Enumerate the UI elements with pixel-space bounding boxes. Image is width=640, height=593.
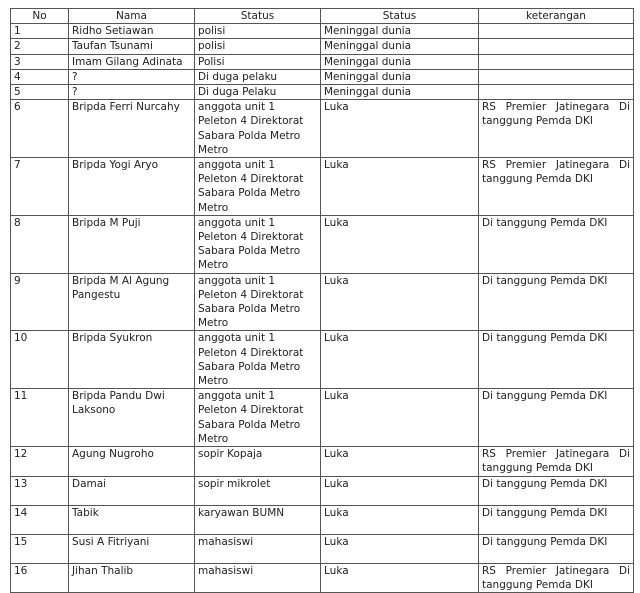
cell-kondisi: Meninggal dunia — [321, 85, 479, 100]
cell-kondisi: Luka — [321, 215, 479, 273]
cell-nama: Ridho Setiawan — [69, 24, 195, 39]
cell-keterangan: Di tanggung Pemda DKI — [479, 215, 634, 273]
cell-no: 14 — [11, 505, 69, 534]
cell-keterangan — [479, 24, 634, 39]
table-row — [11, 215, 634, 273]
header-status-jabatan: Status — [195, 9, 321, 24]
cell-kondisi: Meninggal dunia — [321, 69, 479, 84]
cell-kondisi: Luka — [321, 273, 479, 331]
table-row — [11, 447, 634, 476]
cell-no: 16 — [11, 563, 69, 592]
cell-keterangan: RS Premier Jatinegara Di tanggung Pemda DKI — [479, 563, 634, 592]
cell-kondisi: Meninggal dunia — [321, 54, 479, 69]
header-keterangan: keterangan — [479, 9, 634, 24]
cell-no: 5 — [11, 85, 69, 100]
cell-status: Polisi — [195, 54, 321, 69]
cell-status: Di duga pelaku — [195, 69, 321, 84]
cell-no: 8 — [11, 215, 69, 273]
cell-nama: Agung Nugroho — [69, 447, 195, 476]
cell-nama: Taufan Tsunami — [69, 39, 195, 54]
cell-keterangan — [479, 39, 634, 54]
cell-keterangan: Di tanggung Pemda DKI — [479, 505, 634, 534]
cell-kondisi: Luka — [321, 476, 479, 505]
header-nama: Nama — [69, 9, 195, 24]
header-status-kondisi: Status — [321, 9, 479, 24]
table-row — [11, 54, 634, 69]
table-row — [11, 100, 634, 158]
cell-nama: Bripda Pandu Dwi Laksono — [69, 389, 195, 447]
cell-nama: Bripda Ferri Nurcahy — [69, 100, 195, 158]
cell-status: sopir mikrolet — [195, 476, 321, 505]
table-row — [11, 39, 634, 54]
cell-nama: Bripda Yogi Aryo — [69, 158, 195, 216]
cell-nama: Susi A Fitriyani — [69, 534, 195, 563]
cell-no: 15 — [11, 534, 69, 563]
cell-status: mahasiswi — [195, 563, 321, 592]
cell-status: Di duga Pelaku — [195, 85, 321, 100]
cell-nama: ? — [69, 85, 195, 100]
table-row — [11, 273, 634, 331]
cell-kondisi: Luka — [321, 447, 479, 476]
cell-no: 7 — [11, 158, 69, 216]
table-row — [11, 331, 634, 389]
cell-nama: ? — [69, 69, 195, 84]
table-row — [11, 24, 634, 39]
cell-status: polisi — [195, 39, 321, 54]
cell-status: mahasiswi — [195, 534, 321, 563]
cell-keterangan: Di tanggung Pemda DKI — [479, 273, 634, 331]
cell-no: 13 — [11, 476, 69, 505]
table-row — [11, 158, 634, 216]
table-row — [11, 534, 634, 563]
cell-nama: Jihan Thalib — [69, 563, 195, 592]
cell-nama: Tabik — [69, 505, 195, 534]
cell-status: anggota unit 1 Peleton 4 Direktorat Sabara Polda Metro Metro — [195, 389, 321, 447]
table-row — [11, 476, 634, 505]
cell-no: 11 — [11, 389, 69, 447]
cell-status: anggota unit 1 Peleton 4 Direktorat Sabara Polda Metro Metro — [195, 331, 321, 389]
cell-status: anggota unit 1 Peleton 4 Direktorat Sabara Polda Metro Metro — [195, 158, 321, 216]
cell-kondisi: Meninggal dunia — [321, 24, 479, 39]
cell-status: sopir Kopaja — [195, 447, 321, 476]
victims-table — [10, 8, 634, 593]
cell-no: 3 — [11, 54, 69, 69]
table-row — [11, 85, 634, 100]
cell-keterangan: RS Premier Jatinegara Di tanggung Pemda DKI — [479, 158, 634, 216]
cell-keterangan — [479, 69, 634, 84]
cell-status: polisi — [195, 24, 321, 39]
cell-kondisi: Luka — [321, 100, 479, 158]
cell-status: anggota unit 1 Peleton 4 Direktorat Sabara Polda Metro Metro — [195, 273, 321, 331]
cell-status: anggota unit 1 Peleton 4 Direktorat Sabara Polda Metro Metro — [195, 100, 321, 158]
cell-keterangan: Di tanggung Pemda DKI — [479, 331, 634, 389]
table-header-row — [11, 9, 634, 24]
cell-keterangan: Di tanggung Pemda DKI — [479, 476, 634, 505]
cell-no: 1 — [11, 24, 69, 39]
cell-keterangan — [479, 54, 634, 69]
cell-status: anggota unit 1 Peleton 4 Direktorat Sabara Polda Metro Metro — [195, 215, 321, 273]
cell-no: 9 — [11, 273, 69, 331]
cell-nama: Damai — [69, 476, 195, 505]
cell-keterangan — [479, 85, 634, 100]
cell-nama: Bripda M Puji — [69, 215, 195, 273]
table-row — [11, 505, 634, 534]
header-no: No — [11, 9, 69, 24]
cell-no: 10 — [11, 331, 69, 389]
table-row — [11, 69, 634, 84]
cell-kondisi: Luka — [321, 389, 479, 447]
cell-status: karyawan BUMN — [195, 505, 321, 534]
cell-nama: Bripda M Al Agung Pangestu — [69, 273, 195, 331]
cell-kondisi: Meninggal dunia — [321, 39, 479, 54]
cell-no: 6 — [11, 100, 69, 158]
cell-no: 4 — [11, 69, 69, 84]
cell-nama: Bripda Syukron — [69, 331, 195, 389]
cell-no: 12 — [11, 447, 69, 476]
table-row — [11, 389, 634, 447]
cell-kondisi: Luka — [321, 158, 479, 216]
cell-keterangan: RS Premier Jatinegara Di tanggung Pemda DKI — [479, 447, 634, 476]
cell-no: 2 — [11, 39, 69, 54]
cell-nama: Imam Gilang Adinata — [69, 54, 195, 69]
cell-kondisi: Luka — [321, 534, 479, 563]
cell-keterangan: Di tanggung Pemda DKI — [479, 534, 634, 563]
cell-kondisi: Luka — [321, 331, 479, 389]
cell-kondisi: Luka — [321, 505, 479, 534]
cell-keterangan: Di tanggung Pemda DKI — [479, 389, 634, 447]
cell-kondisi: Luka — [321, 563, 479, 592]
cell-keterangan: RS Premier Jatinegara Di tanggung Pemda DKI — [479, 100, 634, 158]
